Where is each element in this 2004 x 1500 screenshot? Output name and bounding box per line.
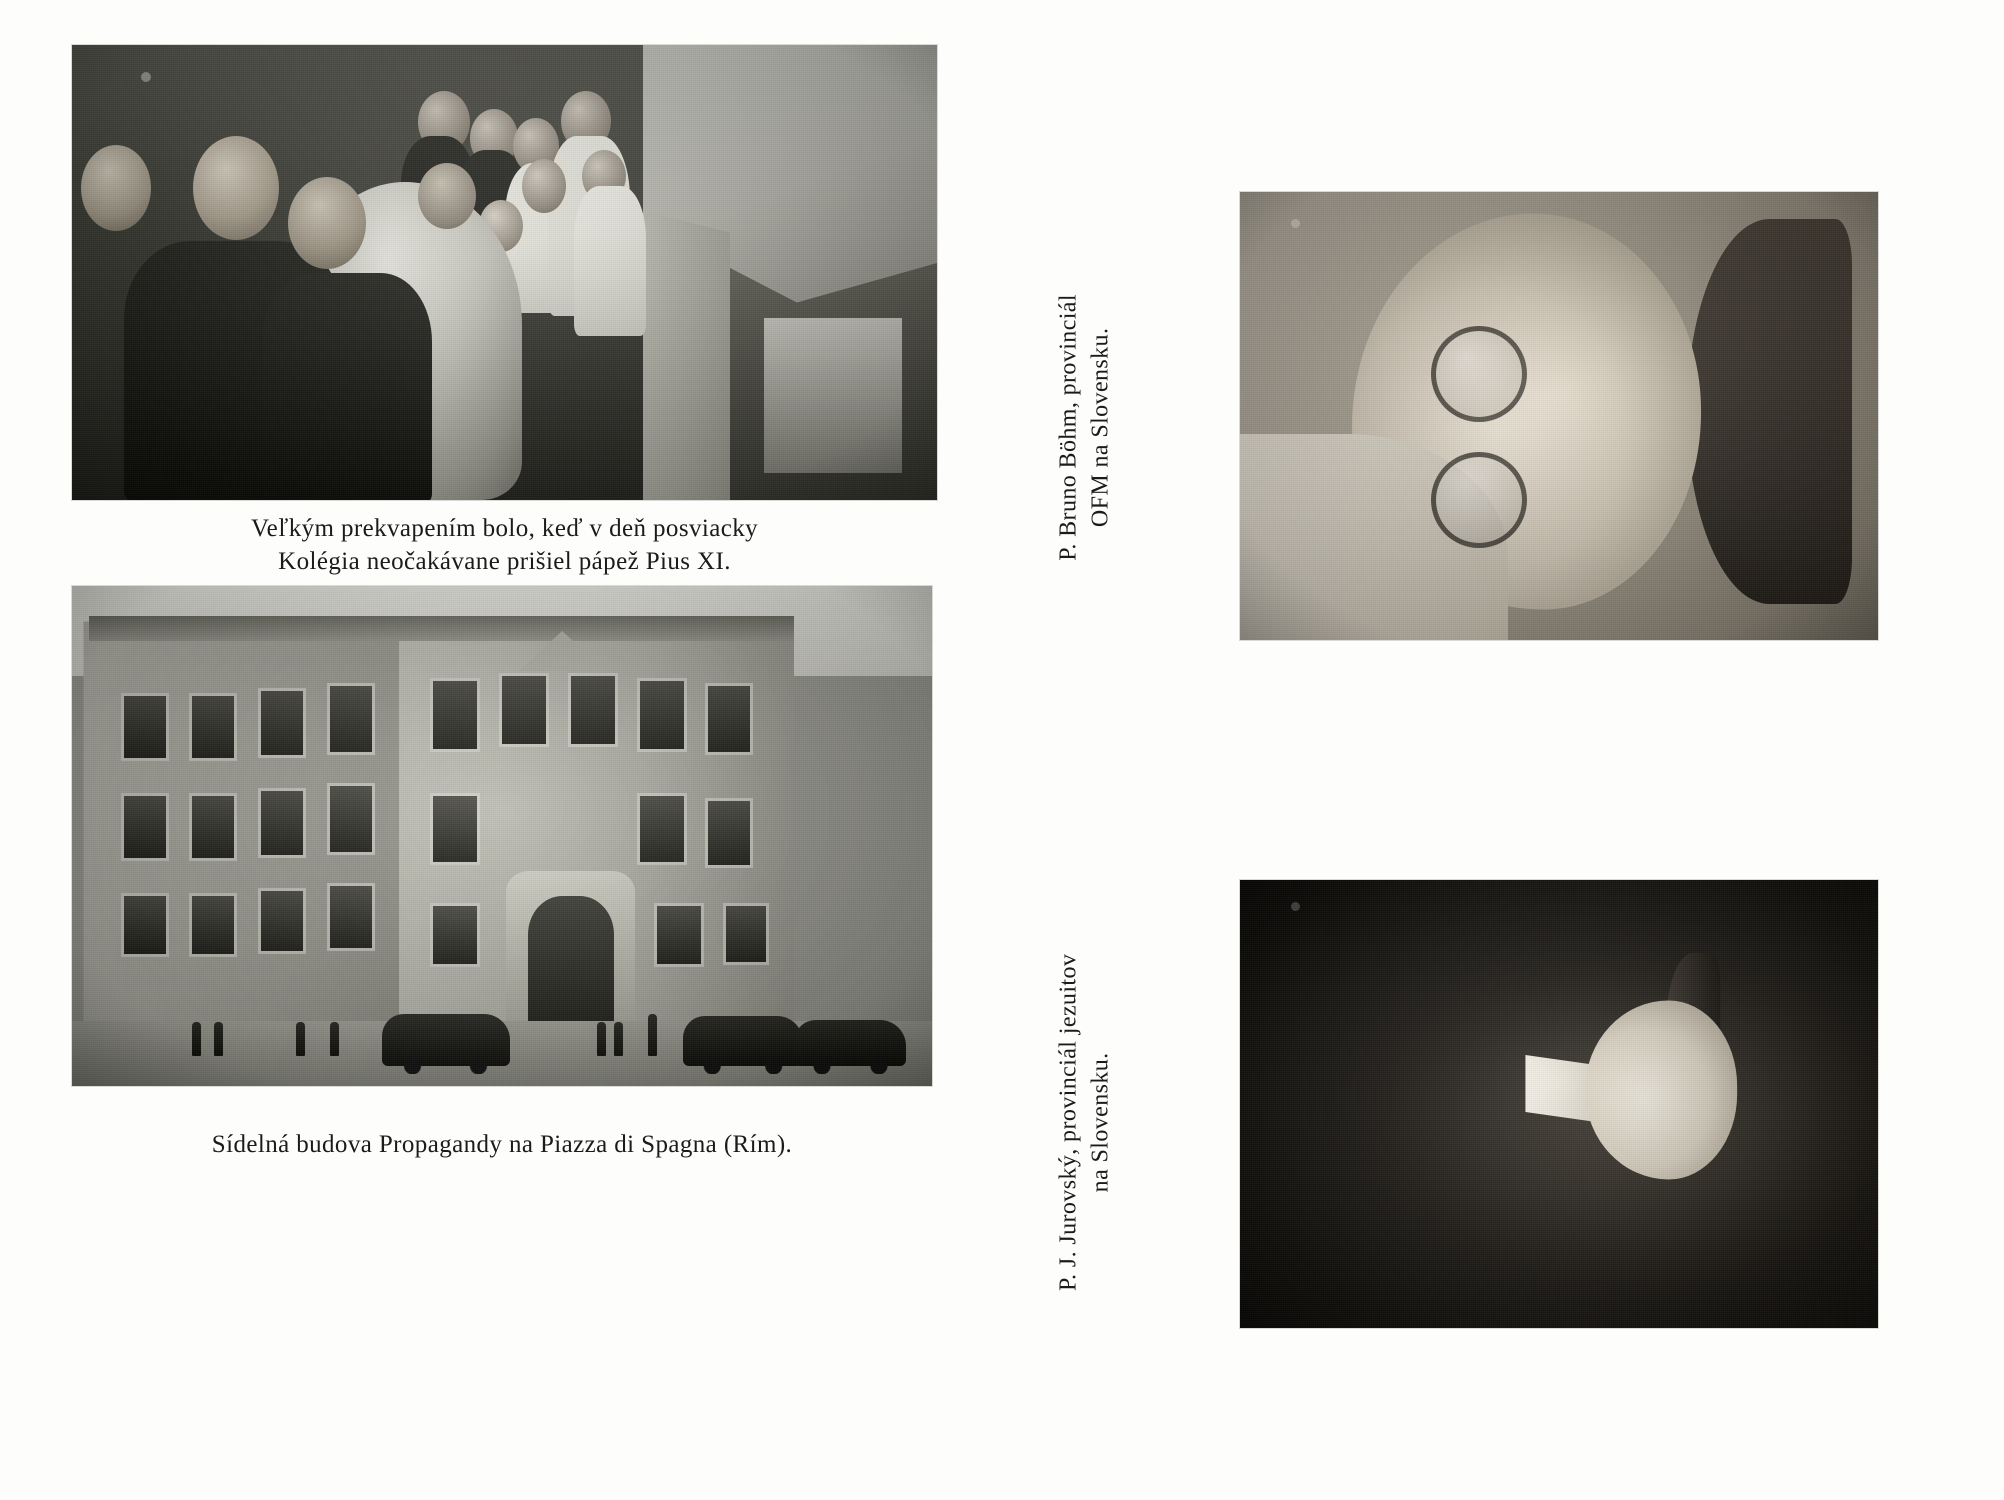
photo-j-jurovsky [1240, 880, 1878, 1328]
window [330, 686, 372, 752]
vintage-car [382, 1014, 510, 1066]
hair [1687, 219, 1853, 604]
window [124, 796, 166, 858]
window [708, 686, 750, 752]
window [571, 676, 615, 744]
person-body [574, 186, 646, 336]
window [640, 796, 684, 862]
caption-line: P. J. Jurovský, provinciál jezuitov [1055, 953, 1082, 1292]
pedestrian [648, 1014, 657, 1056]
person-head [522, 159, 566, 213]
foreground-man-head [193, 136, 279, 240]
caption-propaganda-building [72, 1128, 932, 1161]
vintage-car [794, 1020, 906, 1066]
window [433, 681, 477, 749]
photo-pope-visit [72, 45, 937, 500]
caption-bruno-bohm [1053, 217, 1118, 637]
foreground-man-head [288, 177, 366, 269]
window [502, 676, 546, 744]
window [261, 791, 303, 855]
window [192, 896, 234, 954]
window [657, 906, 701, 964]
caption-pope-visit [72, 512, 937, 578]
window [726, 906, 766, 962]
pedestrian [296, 1022, 305, 1056]
foreground-man-body [262, 273, 432, 501]
caption-line: OFM na Slovensku. [1088, 327, 1114, 528]
pedestrian [214, 1022, 223, 1056]
window [124, 896, 166, 954]
window [640, 681, 684, 749]
caption-line: na Slovensku. [1088, 1052, 1114, 1193]
caption-line: Veľkým prekvapením bolo, keď v deň posviacky [250, 515, 758, 542]
pedestrian [614, 1022, 623, 1056]
window [330, 786, 372, 852]
photo-bruno-bohm [1240, 192, 1878, 640]
eyeglass-lens [1431, 452, 1527, 548]
distant-building [764, 318, 902, 473]
window [261, 891, 303, 951]
cornice [89, 616, 794, 641]
caption-j-jurovsky [1053, 882, 1118, 1362]
window [708, 801, 750, 865]
pedestrian [597, 1022, 606, 1056]
window [124, 696, 166, 758]
pope-head [418, 163, 476, 229]
vintage-car [683, 1016, 803, 1066]
pedestrian [192, 1022, 201, 1056]
window [433, 906, 477, 964]
window [192, 796, 234, 858]
photo-propaganda-building [72, 586, 932, 1086]
pedestrian [330, 1022, 339, 1056]
window [433, 796, 477, 862]
caption-line: Kolégia neočakávane prišiel pápež Pius XI. [278, 548, 731, 575]
window [330, 886, 372, 948]
window [261, 691, 303, 755]
foreground-man-head [81, 145, 151, 231]
window [192, 696, 234, 758]
caption-line: P. Bruno Böhm, provinciál [1055, 294, 1082, 561]
caption-line: Sídelná budova Propagandy na Piazza di Spagna (Rím). [211, 1131, 793, 1158]
